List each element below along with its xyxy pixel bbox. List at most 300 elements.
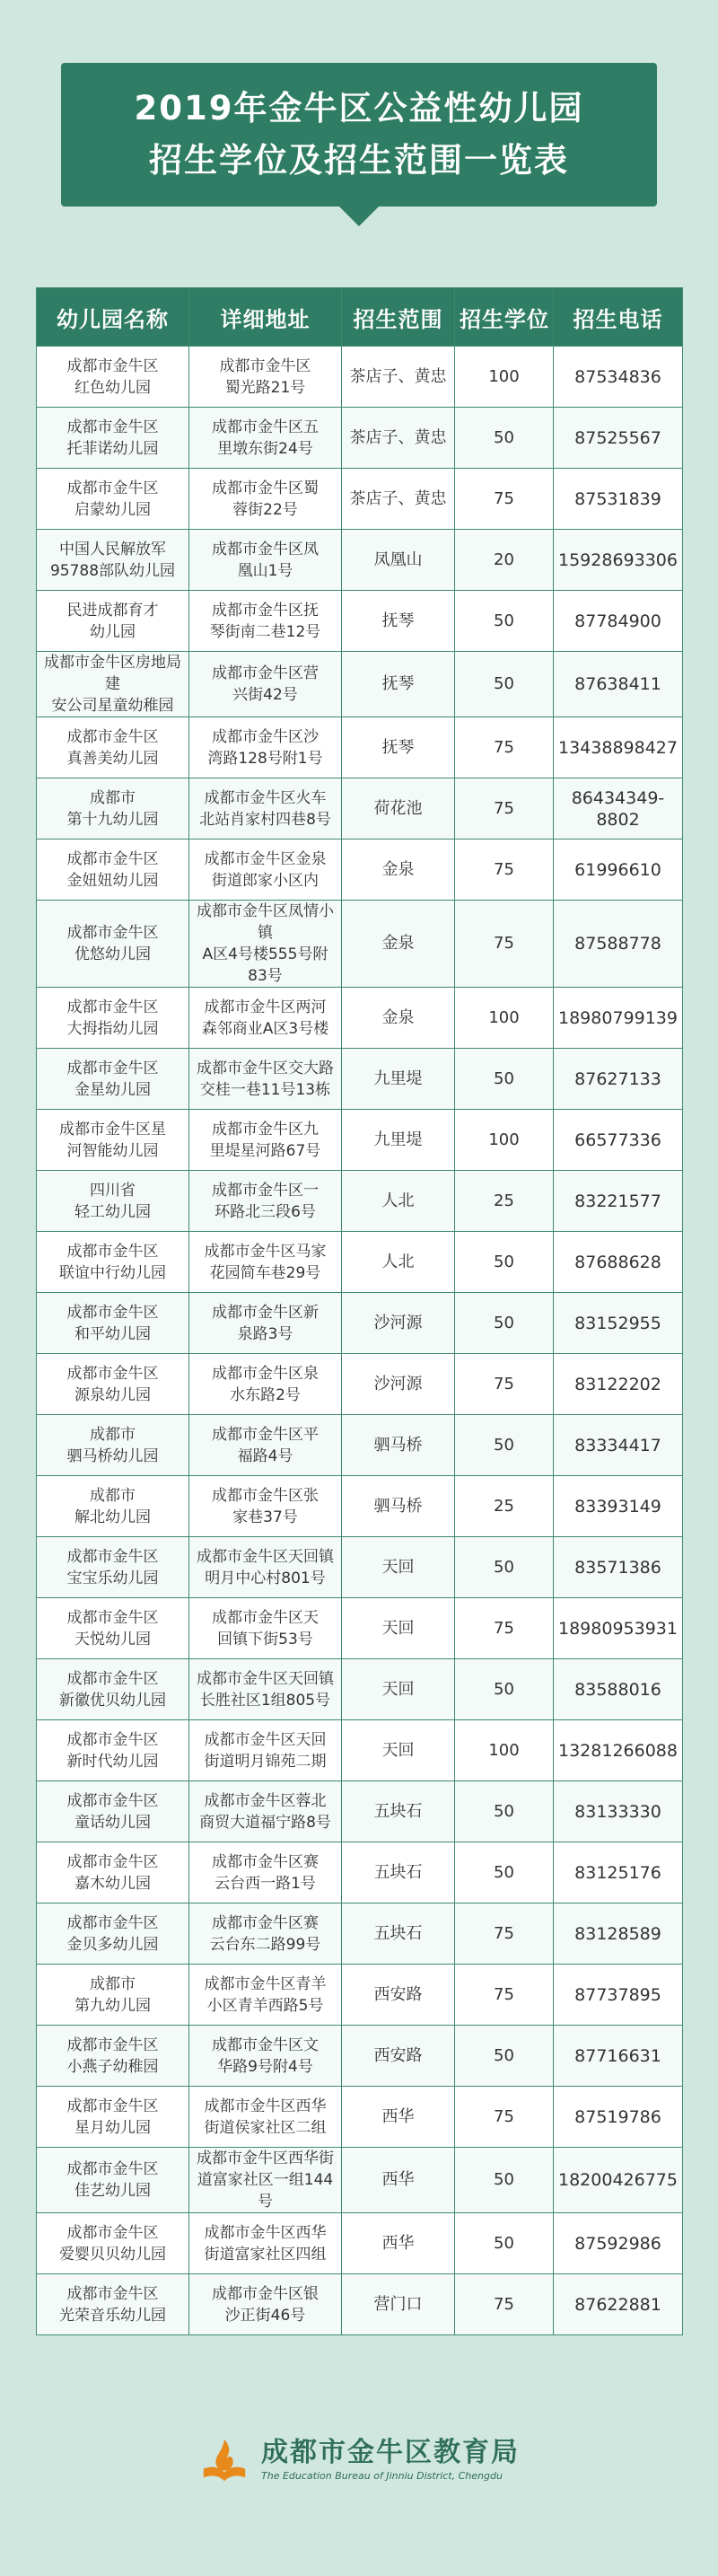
- phone-cell: [554, 1903, 683, 1965]
- kindergarten-name-cell-line: 成都市金牛区: [66, 849, 159, 868]
- address-cell: [189, 901, 342, 988]
- address-cell-line: 成都市金牛区九: [212, 1120, 319, 1139]
- address-cell: [189, 1354, 342, 1415]
- address-cell-line: 华路9号附4号: [217, 2057, 313, 2076]
- enrollment-range-cell: 驷马桥: [342, 1415, 455, 1476]
- kindergarten-name-cell-line: 新时代幼儿园: [66, 1752, 159, 1771]
- column-header-phone: 招生电话: [554, 288, 683, 347]
- address-cell-line: 成都市金牛区火车: [204, 788, 327, 807]
- address-cell-line: 回镇下街53号: [217, 1630, 313, 1648]
- seats-cell: 50: [455, 1537, 554, 1598]
- phone-cell-line: 87592986: [574, 2233, 661, 2254]
- kindergarten-name-cell-line: 幼儿园: [90, 622, 136, 641]
- kindergarten-name-cell: [37, 1476, 189, 1537]
- enrollment-range-cell: 抚琴: [342, 591, 455, 652]
- kindergarten-name-cell: [37, 1171, 189, 1232]
- kindergarten-name-cell-line: 成都市金牛区房地局建: [44, 654, 181, 693]
- seats-cell: 75: [455, 469, 554, 530]
- phone-cell-line: 87622881: [574, 2294, 661, 2315]
- kindergarten-name-cell: [37, 1965, 189, 2026]
- address-cell-line: A区4号楼555号附83号: [202, 945, 328, 985]
- address-cell-line: 成都市金牛区马家: [204, 1242, 327, 1261]
- kindergarten-name-cell-line: 童话幼儿园: [74, 1813, 151, 1832]
- seats-cell: 50: [455, 2026, 554, 2087]
- table-row: [37, 1598, 683, 1659]
- kindergarten-name-cell: [37, 1354, 189, 1415]
- phone-cell-line: 18980953931: [558, 1618, 678, 1639]
- seats-cell: 100: [455, 347, 554, 408]
- phone-cell-line: 87638411: [574, 674, 661, 694]
- table-row: [37, 1232, 683, 1293]
- kindergarten-name-cell-line: 成都市金牛区: [66, 1303, 159, 1322]
- kindergarten-name-cell-line: 成都市金牛区: [66, 479, 159, 497]
- kindergarten-name-cell-line: 和平幼儿园: [74, 1324, 151, 1343]
- address-cell: [189, 347, 342, 408]
- address-cell: [189, 591, 342, 652]
- address-cell: [189, 1293, 342, 1354]
- kindergarten-name-cell-line: 驷马桥幼儿园: [66, 1446, 159, 1465]
- address-cell: [189, 1598, 342, 1659]
- phone-cell: [554, 901, 683, 988]
- address-cell: [189, 469, 342, 530]
- address-cell-line: 花园简车巷29号: [209, 1263, 321, 1282]
- table-row: [37, 1903, 683, 1965]
- seats-cell: 75: [455, 778, 554, 840]
- address-cell-line: 成都市金牛区西华: [204, 2097, 327, 2115]
- kindergarten-name-cell-line: 成都市金牛区: [66, 2160, 159, 2178]
- footer: [0, 2424, 718, 2496]
- phone-cell: [554, 408, 683, 469]
- enrollment-range-cell: 茶店子、黄忠: [342, 408, 455, 469]
- phone-cell-line: 8802: [596, 809, 640, 830]
- seats-cell: 50: [455, 652, 554, 717]
- enrollment-range-cell: 金泉: [342, 901, 455, 988]
- phone-cell: [554, 2148, 683, 2213]
- kindergarten-table: [36, 287, 683, 2335]
- phone-cell-line: 13281266088: [558, 1740, 678, 1761]
- table-row: [37, 652, 683, 717]
- address-cell-line: 商贸大道福宁路8号: [199, 1813, 331, 1832]
- address-cell-line: 成都市金牛区天: [212, 1608, 319, 1627]
- phone-cell-line: 83393149: [574, 1496, 661, 1517]
- table-row: [37, 1415, 683, 1476]
- table-row: [37, 591, 683, 652]
- phone-cell: [554, 1598, 683, 1659]
- kindergarten-name-cell-line: 成都市金牛区: [66, 356, 159, 375]
- address-cell: [189, 988, 342, 1049]
- kindergarten-name-cell-line: 成都市金牛区: [66, 1059, 159, 1077]
- address-cell-line: 成都市金牛区平: [212, 1425, 319, 1444]
- enrollment-range-cell: 西华: [342, 2213, 455, 2274]
- seats-cell: 50: [455, 1232, 554, 1293]
- kindergarten-name-cell-line: 第九幼儿园: [74, 1996, 151, 2015]
- address-cell-line: 成都市金牛区泉: [212, 1364, 319, 1383]
- address-cell-line: 成都市金牛区西华: [204, 2223, 327, 2242]
- kindergarten-name-cell: [37, 1232, 189, 1293]
- phone-cell-line: 87534836: [574, 366, 661, 387]
- kindergarten-name-cell: [37, 901, 189, 988]
- kindergarten-name-cell: [37, 778, 189, 840]
- address-cell-line: 环路北三段6号: [215, 1202, 316, 1221]
- table-row: [37, 1781, 683, 1842]
- column-header-range: 招生范围: [342, 288, 455, 347]
- address-cell-line: 成都市金牛区金泉: [204, 849, 327, 868]
- kindergarten-name-cell: [37, 1659, 189, 1720]
- address-cell-line: 里墩东街24号: [217, 439, 313, 458]
- kindergarten-name-cell-line: 成都市金牛区: [66, 2035, 159, 2054]
- table-row: [37, 778, 683, 840]
- enrollment-range-cell: 五块石: [342, 1781, 455, 1842]
- kindergarten-name-cell-line: 真善美幼儿园: [66, 749, 159, 768]
- phone-cell-line: 87737895: [574, 1984, 661, 2005]
- kindergarten-name-cell-line: 轻工幼儿园: [74, 1202, 151, 1221]
- address-cell-line: 成都市金牛区银: [212, 2284, 319, 2303]
- seats-cell: 100: [455, 1110, 554, 1171]
- page-title-line1: 2019年金牛区公益性幼儿园: [134, 89, 584, 127]
- address-cell-line: 成都市金牛区交大路: [197, 1059, 334, 1077]
- enrollment-range-cell: 西华: [342, 2148, 455, 2213]
- seats-cell: 25: [455, 1171, 554, 1232]
- phone-cell-line: 13438898427: [558, 737, 678, 758]
- kindergarten-name-cell: [37, 988, 189, 1049]
- address-cell-line: 成都市金牛区营: [212, 664, 319, 682]
- kindergarten-name-cell-line: 四川省: [90, 1181, 136, 1200]
- phone-cell: [554, 1781, 683, 1842]
- kindergarten-name-cell: [37, 530, 189, 591]
- kindergarten-name-cell-line: 95788部队幼儿园: [49, 561, 176, 580]
- phone-cell: [554, 1110, 683, 1171]
- kindergarten-name-cell-line: 嘉木幼儿园: [74, 1874, 151, 1893]
- address-cell: [189, 1903, 342, 1965]
- seats-cell: 50: [455, 1049, 554, 1110]
- seats-cell: 50: [455, 1293, 554, 1354]
- seats-cell: 75: [455, 2274, 554, 2335]
- table-row: [37, 347, 683, 408]
- phone-cell-line: 87627133: [574, 1068, 661, 1089]
- table-body: [37, 347, 683, 2335]
- seats-cell: 75: [455, 1965, 554, 2026]
- enrollment-range-cell: 西华: [342, 2087, 455, 2148]
- seats-cell: 100: [455, 1720, 554, 1781]
- phone-cell: [554, 778, 683, 840]
- kindergarten-name-cell-line: 成都市金牛区: [66, 1547, 159, 1566]
- kindergarten-name-cell-line: 河智能幼儿园: [66, 1141, 159, 1160]
- kindergarten-name-cell: [37, 1415, 189, 1476]
- kindergarten-name-cell-line: 成都市: [90, 1974, 136, 1993]
- kindergarten-name-cell-line: 小燕子幼稚园: [66, 2057, 159, 2076]
- kindergarten-name-cell-line: 成都市金牛区: [66, 1608, 159, 1627]
- address-cell-line: 成都市金牛区凤: [212, 540, 319, 558]
- seats-cell: 75: [455, 1354, 554, 1415]
- kindergarten-name-cell: [37, 652, 189, 717]
- address-cell: [189, 1781, 342, 1842]
- address-cell: [189, 1720, 342, 1781]
- enrollment-range-cell: 茶店子、黄忠: [342, 469, 455, 530]
- phone-cell-line: 87588778: [574, 934, 661, 954]
- phone-cell: [554, 2026, 683, 2087]
- phone-cell: [554, 591, 683, 652]
- address-cell: [189, 2213, 342, 2274]
- address-cell-line: 沙正街46号: [224, 2306, 306, 2325]
- kindergarten-name-cell-line: 解北幼儿园: [74, 1508, 151, 1526]
- enrollment-range-cell: 天回: [342, 1598, 455, 1659]
- address-cell-line: 兴街42号: [232, 686, 298, 704]
- address-cell-line: 凰山1号: [237, 561, 293, 580]
- kindergarten-name-cell: [37, 591, 189, 652]
- kindergarten-name-cell-line: 成都市金牛区: [66, 924, 159, 942]
- kindergarten-name-cell: [37, 1537, 189, 1598]
- address-cell-line: 成都市金牛区抚: [212, 601, 319, 620]
- address-cell-line: 成都市金牛区一: [212, 1181, 319, 1200]
- table-header-row: [37, 288, 683, 347]
- kindergarten-name-cell: [37, 2213, 189, 2274]
- address-cell-line: 成都市金牛区两河: [204, 998, 327, 1016]
- address-cell-line: 成都市金牛区蜀: [212, 479, 319, 497]
- table-row: [37, 988, 683, 1049]
- kindergarten-name-cell: [37, 408, 189, 469]
- kindergarten-name-cell: [37, 1842, 189, 1903]
- address-cell-line: 蜀光路21号: [224, 378, 306, 397]
- kindergarten-name-cell-line: 星月幼儿园: [74, 2118, 151, 2137]
- address-cell: [189, 2148, 342, 2213]
- address-cell-line: 森邻商业A区3号楼: [201, 1019, 329, 1038]
- kindergarten-name-cell: [37, 1781, 189, 1842]
- address-cell-line: 街道富家社区四组: [204, 2245, 327, 2264]
- address-cell: [189, 1659, 342, 1720]
- kindergarten-name-cell-line: 天悦幼儿园: [74, 1630, 151, 1648]
- kindergarten-name-cell-line: 爱婴贝贝幼儿园: [59, 2245, 166, 2264]
- kindergarten-name-cell-line: 第十九幼儿园: [66, 810, 159, 829]
- phone-cell-line: 87688628: [574, 1252, 661, 1272]
- table-row: [37, 2148, 683, 2213]
- table-row: [37, 840, 683, 901]
- kindergarten-name-cell-line: 成都市: [90, 1486, 136, 1505]
- address-cell-line: 长胜社区1组805号: [199, 1691, 331, 1710]
- address-cell-line: 成都市金牛区沙: [212, 727, 319, 746]
- address-cell: [189, 408, 342, 469]
- phone-cell: [554, 1049, 683, 1110]
- address-cell-line: 里堤星河路67号: [209, 1141, 321, 1160]
- table-row: [37, 1537, 683, 1598]
- phone-cell: [554, 530, 683, 591]
- seats-cell: 20: [455, 530, 554, 591]
- kindergarten-name-cell-line: 成都市金牛区星: [59, 1120, 166, 1139]
- org-name: 成都市金牛区教育局: [261, 2437, 520, 2468]
- phone-cell: [554, 2274, 683, 2335]
- kindergarten-name-cell-line: 佳艺幼儿园: [74, 2182, 151, 2200]
- kindergarten-name-cell-line: 联谊中行幼儿园: [59, 1263, 166, 1282]
- phone-cell-line: 18200426775: [558, 2170, 678, 2190]
- seats-cell: 75: [455, 840, 554, 901]
- table-row: [37, 1720, 683, 1781]
- kindergarten-name-cell-line: 托菲诺幼儿园: [66, 439, 159, 458]
- kindergarten-name-cell-line: 成都市金牛区: [66, 727, 159, 746]
- kindergarten-name-cell: [37, 1110, 189, 1171]
- phone-cell-line: 18980799139: [558, 1007, 678, 1028]
- seats-cell: 25: [455, 1476, 554, 1537]
- phone-cell-line: 83125176: [574, 1862, 661, 1883]
- enrollment-range-cell: 凤凰山: [342, 530, 455, 591]
- address-cell-line: 琴街南二巷12号: [209, 622, 321, 641]
- kindergarten-name-cell: [37, 2087, 189, 2148]
- address-cell: [189, 1171, 342, 1232]
- book-flame-logo-icon: [198, 2434, 250, 2486]
- address-cell-line: 成都市金牛区: [219, 356, 311, 375]
- footer-text: [261, 2437, 520, 2484]
- enrollment-range-cell: 抚琴: [342, 652, 455, 717]
- kindergarten-name-cell-line: 安公司星童幼稚园: [51, 697, 174, 715]
- kindergarten-name-cell: [37, 840, 189, 901]
- seats-cell: 50: [455, 1415, 554, 1476]
- table-row: [37, 1842, 683, 1903]
- seats-cell: 75: [455, 717, 554, 778]
- table-row: [37, 1049, 683, 1110]
- address-cell-line: 成都市金牛区西华街: [197, 2150, 334, 2167]
- phone-cell-line: 83221577: [574, 1191, 661, 1211]
- seats-cell: 75: [455, 1903, 554, 1965]
- phone-cell: [554, 1354, 683, 1415]
- enrollment-range-cell: 金泉: [342, 840, 455, 901]
- table-row: [37, 1293, 683, 1354]
- phone-cell-line: 83334417: [574, 1435, 661, 1455]
- address-cell-line: 成都市金牛区天回镇: [197, 1547, 334, 1566]
- enrollment-range-cell: 营门口: [342, 2274, 455, 2335]
- kindergarten-name-cell: [37, 1049, 189, 1110]
- address-cell-line: 成都市金牛区五: [212, 418, 319, 436]
- kindergarten-name-cell: [37, 1903, 189, 1965]
- kindergarten-name-cell-line: 新徽优贝幼儿园: [59, 1691, 166, 1710]
- address-cell: [189, 1537, 342, 1598]
- address-cell: [189, 1110, 342, 1171]
- address-cell-line: 成都市金牛区张: [212, 1486, 319, 1505]
- seats-cell: 50: [455, 1781, 554, 1842]
- kindergarten-name-cell: [37, 1720, 189, 1781]
- phone-cell: [554, 2213, 683, 2274]
- kindergarten-name-cell-line: 成都市: [90, 788, 136, 807]
- kindergarten-name-cell-line: 成都市金牛区: [66, 2284, 159, 2303]
- address-cell-line: 湾路128号附1号: [207, 749, 323, 768]
- address-cell: [189, 2026, 342, 2087]
- address-cell: [189, 652, 342, 717]
- kindergarten-name-cell-line: 源泉幼儿园: [74, 1385, 151, 1404]
- phone-cell-line: 83128589: [574, 1923, 661, 1944]
- address-cell-line: 成都市金牛区新: [212, 1303, 319, 1322]
- phone-cell: [554, 469, 683, 530]
- phone-cell-line: 66577336: [574, 1130, 661, 1150]
- address-cell: [189, 1842, 342, 1903]
- phone-cell: [554, 1293, 683, 1354]
- phone-cell-line: 83152955: [574, 1313, 661, 1333]
- enrollment-range-cell: 沙河源: [342, 1354, 455, 1415]
- phone-cell: [554, 1415, 683, 1476]
- seats-cell: 75: [455, 2087, 554, 2148]
- kindergarten-name-cell-line: 成都市金牛区: [66, 1913, 159, 1932]
- phone-cell: [554, 652, 683, 717]
- enrollment-range-cell: 九里堤: [342, 1110, 455, 1171]
- address-cell-line: 成都市金牛区蓉北: [204, 1791, 327, 1810]
- kindergarten-name-cell: [37, 1598, 189, 1659]
- address-cell-line: 成都市金牛区凤情小镇: [197, 902, 334, 942]
- address-cell-line: 成都市金牛区文: [212, 2035, 319, 2054]
- address-cell-line: 街道郎家小区内: [212, 871, 319, 890]
- kindergarten-name-cell-line: 成都市金牛区: [66, 418, 159, 436]
- enrollment-range-cell: 五块石: [342, 1903, 455, 1965]
- table-row: [37, 2026, 683, 2087]
- kindergarten-name-cell-line: 成都市: [90, 1425, 136, 1444]
- kindergarten-name-cell: [37, 2026, 189, 2087]
- kindergarten-name-cell: [37, 1293, 189, 1354]
- kindergarten-name-cell-line: 光荣音乐幼儿园: [59, 2306, 166, 2325]
- phone-cell: [554, 2087, 683, 2148]
- address-cell-line: 成都市金牛区天回: [204, 1730, 327, 1749]
- enrollment-range-cell: 驷马桥: [342, 1476, 455, 1537]
- phone-cell-line: 87525567: [574, 427, 661, 448]
- phone-cell-line: 15928693306: [558, 549, 678, 570]
- phone-cell-line: 83588016: [574, 1679, 661, 1700]
- table-row: [37, 408, 683, 469]
- phone-cell-line: 83571386: [574, 1557, 661, 1578]
- enrollment-range-cell: 沙河源: [342, 1293, 455, 1354]
- kindergarten-name-cell-line: 宝宝乐幼儿园: [66, 1569, 159, 1587]
- address-cell-line: 明月中心村801号: [205, 1569, 326, 1587]
- address-cell-line: 蓉街22号: [232, 500, 298, 519]
- address-cell: [189, 2087, 342, 2148]
- page-title-line2: 招生学位及招生范围一览表: [149, 141, 569, 180]
- kindergarten-name-cell: [37, 2148, 189, 2213]
- kindergarten-name-cell-line: 成都市金牛区: [66, 1364, 159, 1383]
- enrollment-range-cell: 天回: [342, 1537, 455, 1598]
- seats-cell: 50: [455, 2148, 554, 2213]
- address-cell-line: 成都市金牛区青羊: [204, 1974, 327, 1993]
- address-cell: [189, 1476, 342, 1537]
- enrollment-range-cell: 抚琴: [342, 717, 455, 778]
- kindergarten-name-cell-line: 成都市金牛区: [66, 998, 159, 1016]
- kindergarten-name-cell-line: 启蒙幼儿园: [74, 500, 151, 519]
- table-row: [37, 1110, 683, 1171]
- kindergarten-name-cell-line: 红色幼儿园: [74, 378, 151, 397]
- enrollment-range-cell: 人北: [342, 1232, 455, 1293]
- address-cell: [189, 778, 342, 840]
- title-banner: [61, 63, 657, 207]
- table-row: [37, 1659, 683, 1720]
- seats-cell: 100: [455, 988, 554, 1049]
- table-row: [37, 1965, 683, 2026]
- table-row: [37, 1354, 683, 1415]
- phone-cell-line: 83122202: [574, 1374, 661, 1394]
- table-row: [37, 2213, 683, 2274]
- enrollment-range-cell: 茶店子、黄忠: [342, 347, 455, 408]
- address-cell-line: 交桂一巷11号13栋: [199, 1080, 331, 1099]
- address-cell-line: 成都市金牛区赛: [212, 1913, 319, 1932]
- enrollment-range-cell: 荷花池: [342, 778, 455, 840]
- address-cell-line: 水东路2号: [230, 1385, 301, 1404]
- phone-cell: [554, 1659, 683, 1720]
- kindergarten-name-cell-line: 民进成都育才: [66, 601, 159, 620]
- table-row: [37, 469, 683, 530]
- phone-cell: [554, 1720, 683, 1781]
- seats-cell: 50: [455, 1842, 554, 1903]
- address-cell: [189, 2274, 342, 2335]
- phone-cell: [554, 1171, 683, 1232]
- phone-cell: [554, 1842, 683, 1903]
- table-row: [37, 1476, 683, 1537]
- phone-cell-line: 87716631: [574, 2045, 661, 2066]
- enrollment-range-cell: 天回: [342, 1720, 455, 1781]
- phone-cell-line: 87784900: [574, 611, 661, 631]
- kindergarten-name-cell-line: 成都市金牛区: [66, 1852, 159, 1871]
- table-row: [37, 2274, 683, 2335]
- phone-cell: [554, 1537, 683, 1598]
